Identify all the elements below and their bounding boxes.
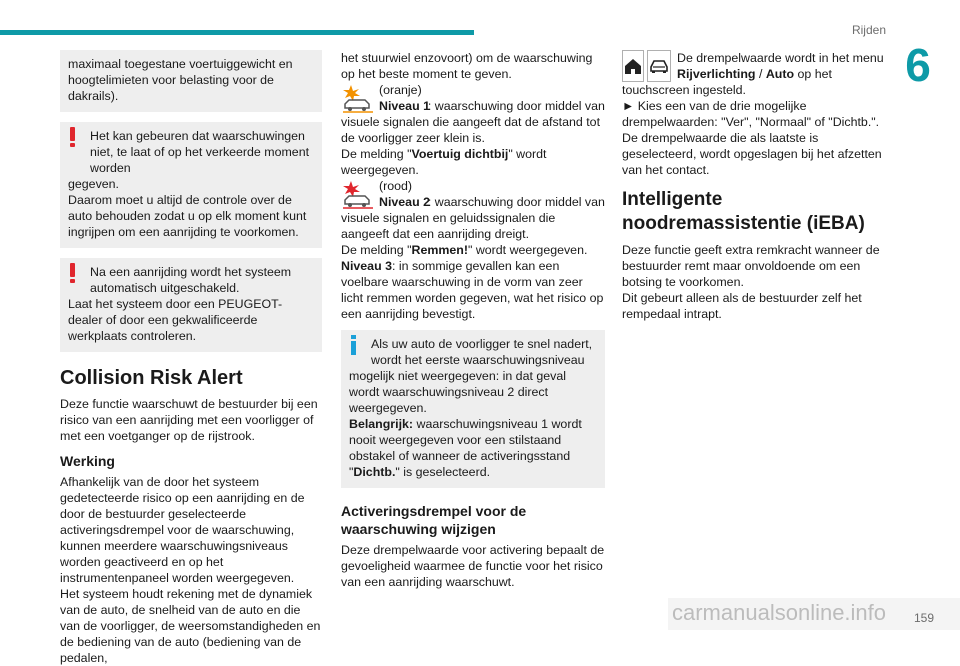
level-text: : waarschuwing door middel van visuele signalen die aangeeft dat de afstand tot de voorligger zeer klein is. <box>341 99 605 145</box>
column-middle <box>341 50 605 590</box>
paragraph: De drempelwaarde die als laatste is geselecteerd, wordt opgeslagen bij het afzetten van het contact. <box>622 131 882 177</box>
info-text: Belangrijk: waarschuwingsniveau 1 wordt nooit weergegeven voor een stilstaand obstakel of wanneer de activeringsstand "Dichtb." is geselecteerd. <box>349 417 582 479</box>
paragraph: het stuurwiel enzovoort) om de waarschuwing op het beste moment te geven. <box>341 51 593 81</box>
section-heading: Intelligente noodremassistentie (iEBA) <box>622 189 865 234</box>
info-text: mogelijk niet weergegeven: in dat geval wordt waarschuwingsniveau 2 direct weergegeven. <box>349 369 566 415</box>
info-box <box>341 330 605 488</box>
level-message: De melding "Voertuig dichtbij" wordt weergegeven. <box>341 147 547 177</box>
header-accent-bar <box>0 30 474 35</box>
level-text: : waarschuwing door middel van visuele signalen en geluidssignalen die aangeeft dat een aanrijding dreigt. <box>341 195 605 241</box>
level-color: (oranje) <box>379 83 422 97</box>
paragraph: Deze functie geeft extra remkracht wanneer de bestuurder remt maar onvoldoende om een botsing te voorkomen. Dit gebeurt alleen als de bestuurder zelf het rempedaal intrapt. <box>622 243 880 321</box>
collision-alert-orange-icon <box>341 82 375 114</box>
warning-text: Laat het systeem door een PEUGEOT-dealer of door een gekwalificeerde werkplaats controleren. <box>68 297 283 343</box>
level-message: De melding "Remmen!" wordt weergegeven. <box>341 243 588 257</box>
warning-text-first: Na een aanrijding wordt het systeem automatisch uitgeschakeld. <box>90 265 292 295</box>
column-left <box>60 50 322 666</box>
note-text: maximaal toegestane voertuiggewicht en hoogtelimieten voor belasting voor de dakrails). <box>68 57 293 103</box>
warning-text: gegeven. Daarom moet u altijd de controle over de auto behouden zodat u op elk moment kunt ingrijpen om een aanrijding te voorkomen. <box>68 177 307 239</box>
level-text: Niveau 3: in sommige gevallen kan een voelbare waarschuwing in de vorm van zeer licht remmen worden gegeven, wat het risico op een aanrijding bevestigt. <box>341 259 604 321</box>
chapter-number: 6 <box>905 39 931 91</box>
car-icon <box>647 50 671 82</box>
level-label: Niveau 1 <box>379 99 430 113</box>
warning-box <box>60 122 322 248</box>
paragraph: Afhankelijk van de door het systeem gedetecteerde risico op een aanrijding en de door de bestuurder geselecteerde activeringsdrempel voor de waarschuwing, kunnen meerdere waarschuwingsniveaus worden geactiveerd en op het instrumentenpaneel worden weergegeven. Het systeem houdt rekening met de dynamiek van de auto, de snelheid van de auto en die van de voorligger, de weersomstandigheden en de bediening van de auto (bediening van de pedalen, <box>60 475 321 665</box>
info-text-first: Als uw auto de voorligger te snel nadert, wordt het eerste waarschuwingsniveau <box>371 337 593 367</box>
warning-box <box>60 258 322 352</box>
paragraph: Deze drempelwaarde voor activering bepaalt de gevoeligheid waarmee de functie voor het risico van een aanrijding waarschuwt. <box>341 543 605 589</box>
collision-alert-red-icon <box>341 178 375 210</box>
level-label: Niveau 2 <box>379 195 430 209</box>
paragraph: Deze functie waarschuwt de bestuurder bij een risico van een aanrijding met een voorligger of met een voetganger op de rijstrook. <box>60 397 318 443</box>
instruction: ► Kies een van de drie mogelijke drempelwaarden: "Ver", "Normaal" of "Dichtb.". <box>622 99 880 129</box>
subsection-heading: Werking <box>60 453 115 469</box>
chapter-name: Rijden <box>851 23 886 37</box>
exclamation-icon <box>70 263 75 283</box>
exclamation-icon <box>70 127 75 147</box>
note-box <box>60 50 322 112</box>
watermark: carmanualsonline.info <box>672 600 887 625</box>
subsection-heading: Activeringsdrempel voor de waarschuwing wijzigen <box>341 503 527 537</box>
warning-text-first: Het kan gebeuren dat waarschuwingen niet, te laat of op het verkeerde moment worden <box>90 129 310 175</box>
info-icon <box>351 335 356 355</box>
column-right <box>622 50 892 322</box>
menu-text: De drempelwaarde wordt in het menu Rijverlichting / Auto op het <box>677 51 884 81</box>
section-heading: Collision Risk Alert <box>60 367 243 389</box>
arrow-icon: ► <box>622 99 635 113</box>
paragraph: touchscreen ingesteld. <box>622 83 746 97</box>
level-color: (rood) <box>379 179 413 193</box>
page-number: 159 <box>913 611 934 625</box>
home-icon <box>622 50 644 82</box>
menu-icons-row <box>622 50 892 82</box>
